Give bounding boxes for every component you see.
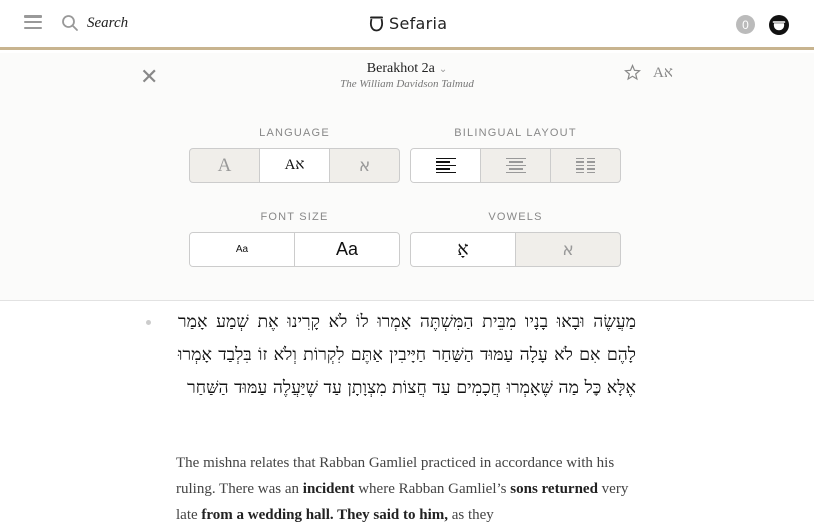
text-content (0, 302, 814, 526)
language-bilingual-button[interactable]: Aא (260, 149, 330, 182)
english-text[interactable] (176, 450, 642, 526)
bilingual-layout-label: BILINGUAL LAYOUT (454, 127, 577, 139)
logo-text: Sefaria (389, 14, 448, 33)
english-bold-run: incident (302, 481, 355, 497)
close-icon[interactable]: ✕ (140, 64, 159, 89)
vowels-label: VOWELS (488, 211, 543, 223)
vowels-on-button[interactable]: אָ (411, 233, 516, 266)
language-english-button[interactable]: A (190, 149, 260, 182)
layout-side-by-side-icon (576, 158, 595, 174)
text-reference[interactable] (300, 61, 514, 90)
ref-title-row (300, 61, 514, 77)
font-size-label: FONT SIZE (260, 211, 329, 223)
language-label: LANGUAGE (259, 127, 330, 139)
font-size-smaller-button[interactable]: Aa (190, 233, 295, 266)
chevron-down-icon: ⌄ (438, 64, 448, 75)
font-size-toggle (189, 232, 400, 267)
sefaria-logo-icon (369, 15, 384, 32)
layout-stacked-button[interactable] (411, 149, 481, 182)
search-button[interactable] (61, 14, 128, 32)
vowels-toggle (410, 232, 621, 267)
language-hebrew-button[interactable]: א (358, 155, 371, 176)
menu-icon[interactable] (24, 15, 42, 29)
display-settings-button[interactable]: Aא (653, 65, 673, 81)
sefaria-logo[interactable] (369, 14, 447, 33)
font-size-larger-button[interactable]: Aa (295, 233, 399, 266)
notification-badge[interactable]: 0 (736, 15, 755, 34)
english-run: very late (176, 481, 629, 523)
ref-subtitle: The William Davidson Talmud (340, 78, 474, 90)
english-bold-run: from a wedding hall. They said to him, (201, 507, 448, 523)
bookmark-star-icon[interactable] (624, 64, 641, 81)
layout-stacked-icon (436, 158, 456, 174)
layout-center-button[interactable] (481, 149, 551, 182)
english-run: where Rabban Gamliel’s (354, 481, 511, 497)
english-run: The mishna relates that Rabban Gamliel practiced in accordance with his ruling. There was an (176, 455, 615, 497)
top-bar (0, 0, 814, 50)
layout-center-icon (506, 158, 526, 174)
ref-title: Berakhot 2a (366, 61, 435, 76)
hebrew-text[interactable]: מַעֲשֶׂה וּבָאוּ בָנָיו מִבֵּית הַמִּשְׁתֶּה אָמְרוּ לוֹ לֹא קָרִינוּ אֶת שְׁמַע אָמַר לָהֶם אִם לֹא עָלָה עַמּוּד הַשַּׁחַר חַיָּיבִין אַתֶּם לִקְרוֹת וְלֹא זוֹ בִּלְבַד אָמְרוּ אֶלָּא כׇּל מַה שֶּׁאָמְרוּ חֲכָמִים עַד חֲצוֹת מִצְוָתָן עַד שֶׁיַּעֲלֶה עַמּוּד הַשַּׁחַר (178, 312, 636, 398)
segment-dot-icon[interactable] (146, 320, 151, 325)
search-icon (61, 14, 79, 32)
profile-icon[interactable] (768, 14, 790, 36)
language-toggle (189, 148, 400, 183)
reader-settings-panel (0, 53, 814, 301)
layout-side-by-side-button[interactable] (551, 149, 620, 182)
english-bold-run: sons returned (510, 481, 598, 497)
english-run: as they (447, 507, 494, 523)
search-label: Search (87, 14, 129, 31)
vowels-off-button[interactable]: א (562, 239, 574, 260)
bilingual-layout-toggle (410, 148, 621, 183)
